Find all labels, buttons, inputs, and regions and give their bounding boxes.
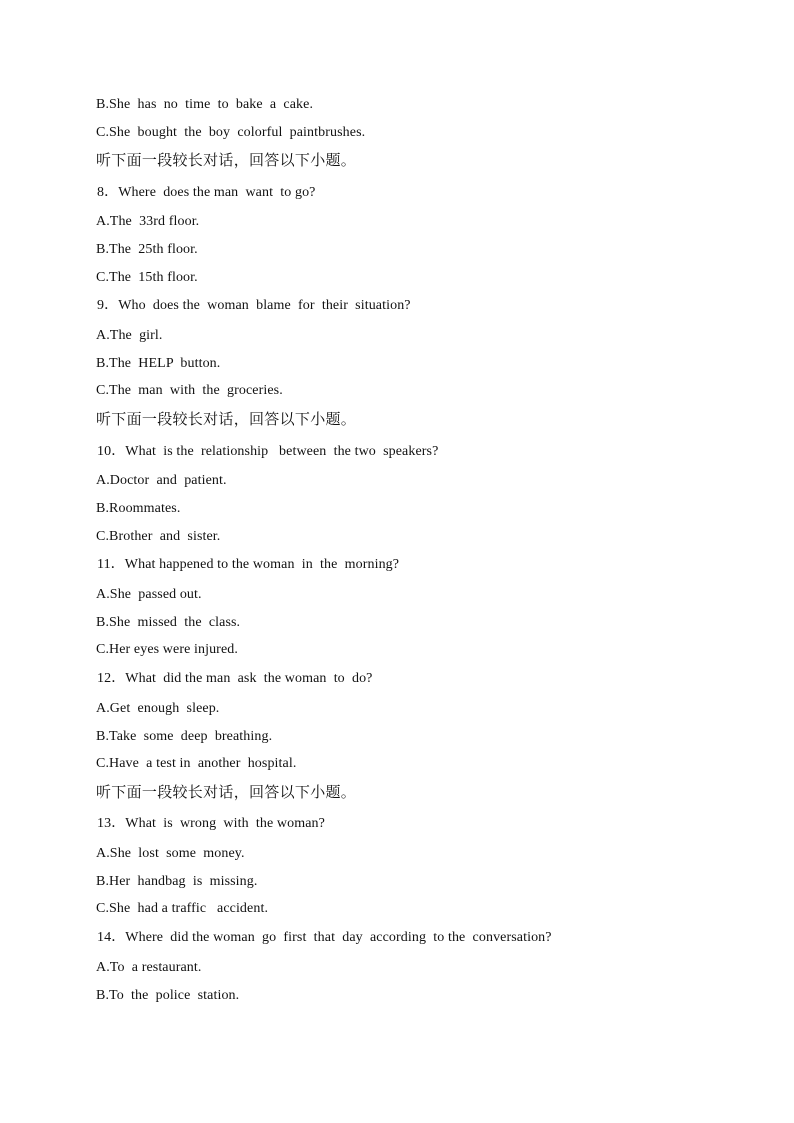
question-line: 11．What happened to the woman in the morning? [97,557,400,572]
option-line: C.The man with the groceries. [96,383,283,398]
option-line: B.To the police station. [96,988,240,1003]
option-line: C.The 15th floor. [96,270,198,285]
option-line: B.The 25th floor. [96,242,198,257]
question-line: 14．Where did the woman go first that day according to the conversation? [97,930,552,945]
option-line: B.She has no time to bake a cake. [96,97,314,112]
section-instruction: 听下面一段较长对话，回答以下小题。 [96,410,357,428]
question-line: 10．What is the relationship between the two speakers? [97,444,439,459]
option-line: B.The HELP button. [96,356,221,371]
option-line: B.Her handbag is missing. [96,874,258,889]
option-line: C.Have a test in another hospital. [96,756,297,771]
option-line: B.Roommates. [96,501,181,516]
option-line: A.Doctor and patient. [96,473,227,488]
option-line: A.To a restaurant. [96,960,202,975]
option-line: C.Brother and sister. [96,529,221,544]
option-line: A.The 33rd floor. [96,214,200,229]
question-line: 8．Where does the man want to go? [97,185,316,200]
option-line: C.She bought the boy colorful paintbrushes. [96,125,366,140]
option-line: C.Her eyes were injured. [96,642,238,657]
option-line: B.She missed the class. [96,615,241,630]
question-line: 12．What did the man ask the woman to do? [97,671,373,686]
option-line: B.Take some deep breathing. [96,729,273,744]
question-line: 9．Who does the woman blame for their situation? [97,298,411,313]
section-instruction: 听下面一段较长对话，回答以下小题。 [96,151,357,169]
section-instruction: 听下面一段较长对话，回答以下小题。 [96,783,357,801]
question-line: 13．What is wrong with the woman? [97,816,325,831]
option-line: A.Get enough sleep. [96,701,220,716]
option-line: A.She passed out. [96,587,202,602]
option-line: A.The girl. [96,328,163,343]
option-line: C.She had a traffic accident. [96,901,269,916]
option-line: A.She lost some money. [96,846,245,861]
